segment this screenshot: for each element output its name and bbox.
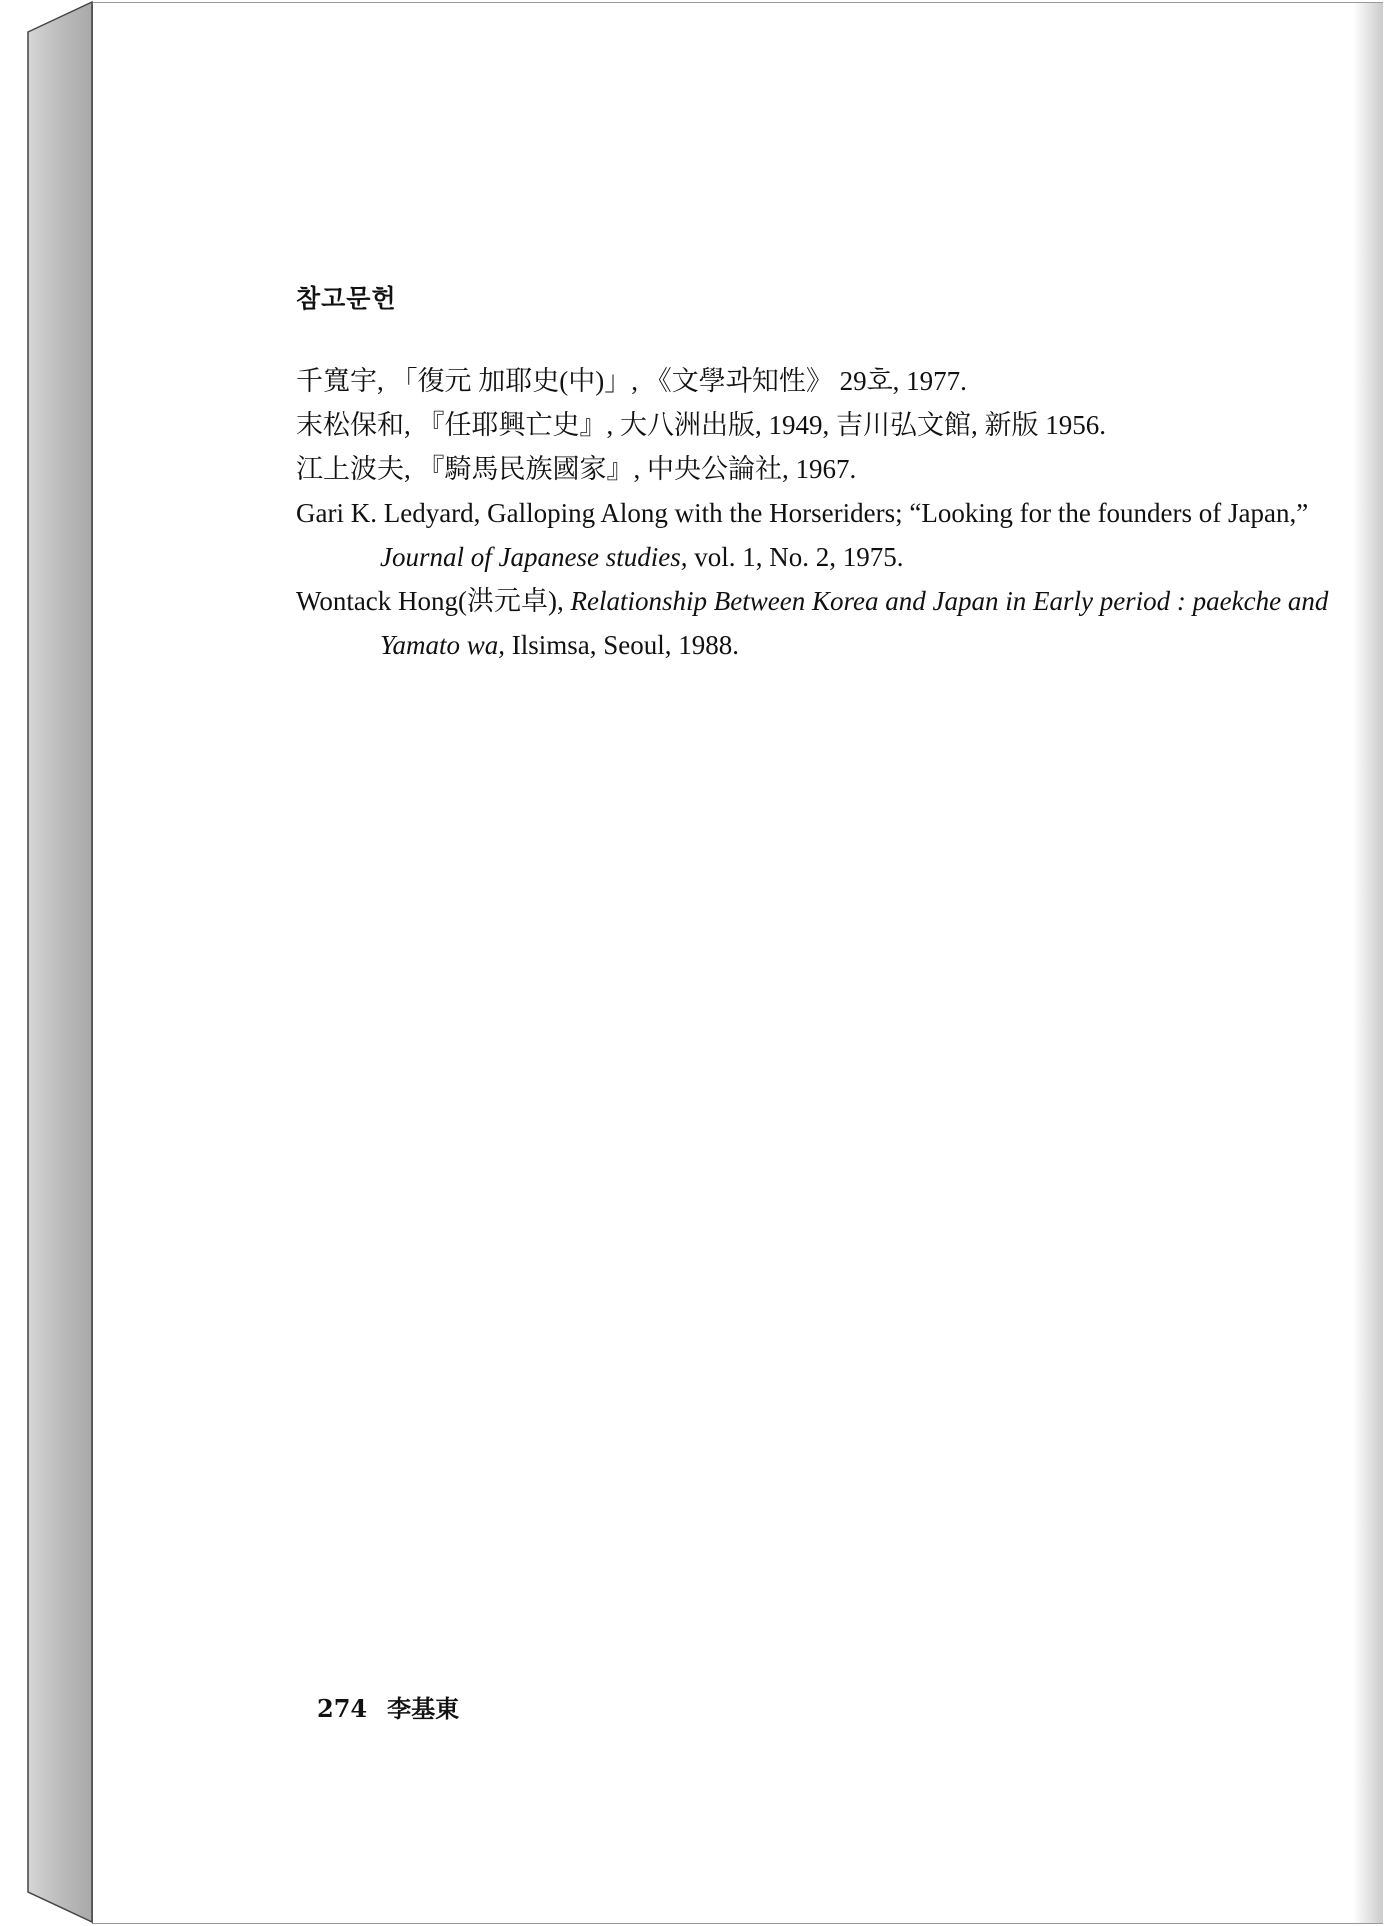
page-edge-shadow <box>1353 3 1383 1923</box>
reference-item <box>296 359 1356 403</box>
reference-text: Gari K. Ledyard, Galloping Along with the Horseriders; “Looking for the founders of Japan,” <box>296 498 1309 528</box>
reference-text: Wontack Hong(洪元卓), <box>296 586 571 616</box>
footer-author: 李基東 <box>387 1694 460 1723</box>
references-heading: 참고문헌 <box>296 284 397 313</box>
reference-text: 末松保和, 『任耶興亡史』, 大八洲出版, 1949, 吉川弘文館, 新版 1956. <box>296 410 1106 440</box>
reference-item <box>296 491 1356 579</box>
reference-item <box>296 579 1356 667</box>
reference-item <box>296 403 1356 447</box>
reference-list <box>296 359 1356 667</box>
reference-item <box>296 447 1356 491</box>
reference-text: 千寬宇, 「復元 加耶史(中)」, 《文學과知性》 29호, 1977. <box>296 366 967 396</box>
page-sheet <box>92 2 1383 1924</box>
page-number: 274 <box>317 1694 368 1723</box>
reference-text: vol. 1, No. 2, 1975. <box>687 542 904 572</box>
page-footer <box>317 1689 459 1724</box>
reference-title-italic: Relationship Between Korea and Japan in Early period : paekche and Yamato wa, <box>380 586 1329 660</box>
reference-text: Ilsimsa, Seoul, 1988. <box>505 630 740 660</box>
reference-text: 江上波夫, 『騎馬民族國家』, 中央公論社, 1967. <box>296 454 857 484</box>
reference-title-italic: Journal of Japanese studies, <box>380 542 688 572</box>
